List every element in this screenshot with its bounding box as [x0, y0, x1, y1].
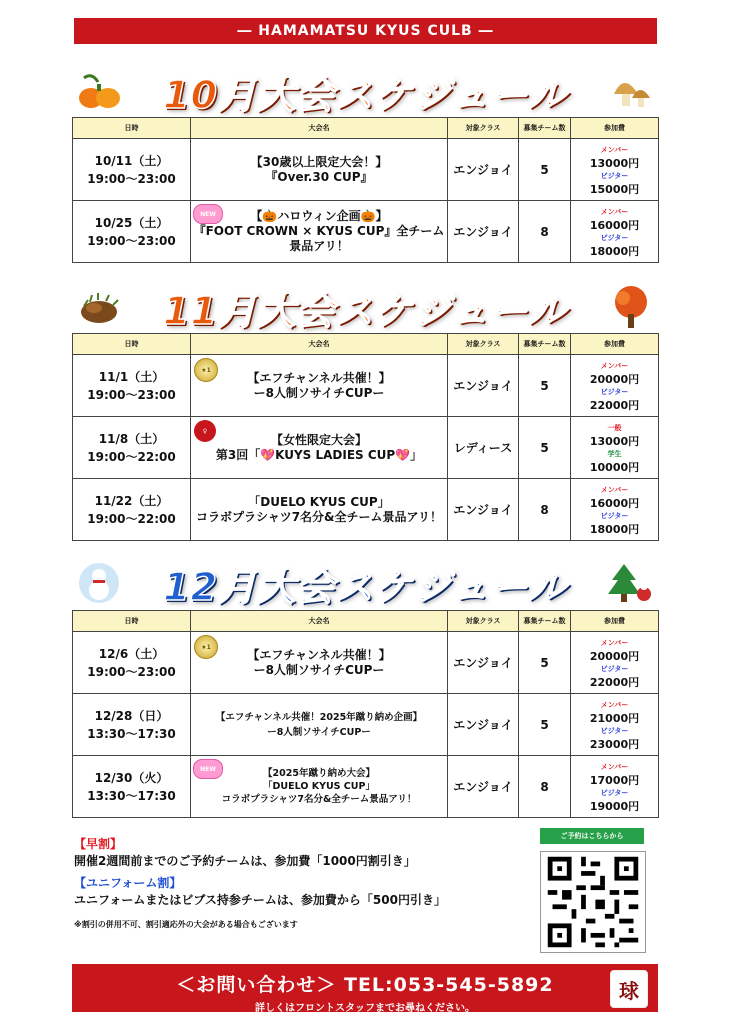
event-teams: 5 — [519, 417, 571, 479]
table-row — [73, 694, 659, 756]
fee-value: 23000円 — [589, 737, 640, 751]
col-header-class: 対象クラス — [448, 118, 519, 139]
table-row — [73, 632, 659, 694]
fee-value: 10000円 — [589, 460, 640, 474]
fee-value: 13000円 — [589, 434, 640, 448]
event-class: エンジョイ — [448, 479, 519, 541]
event-date: 11/22（土） — [94, 493, 169, 508]
event-date: 12/6（土） — [98, 646, 165, 661]
col-header-class: 対象クラス — [448, 611, 519, 632]
event-name-line: ー8人制ソサイチCUPー — [253, 662, 385, 677]
reserve-label: ご予約はこちらから — [540, 828, 644, 844]
event-time: 13:30～17:30 — [87, 726, 176, 741]
event-name-line: 【エフチャンネル共催！2025年蹴り納め企画】 — [215, 711, 423, 723]
event-time: 19:00～23:00 — [87, 387, 176, 402]
event-teams: 5 — [519, 355, 571, 417]
early-discount-text: 開催2週間前までのご予約チームは、参加費「1000円割引き」 — [74, 854, 416, 868]
event-name-line: ー8人制ソサイチCUPー — [267, 726, 371, 738]
month-title-december — [70, 556, 660, 610]
table-row — [73, 355, 659, 417]
event-name-line: 【エフチャンネル共催！】 — [247, 647, 391, 662]
medal-badge-icon: ★1 — [194, 635, 218, 659]
event-class: エンジョイ — [448, 139, 519, 201]
fee-label: メンバー — [600, 145, 629, 154]
footer-banner — [72, 964, 658, 1012]
fee-value: 18000円 — [589, 522, 640, 536]
event-time: 19:00～23:00 — [87, 664, 176, 679]
event-teams: 5 — [519, 139, 571, 201]
event-class: エンジョイ — [448, 694, 519, 756]
event-name-line: 『FOOT CROWN × KYUS CUP』全チーム景品アリ！ — [193, 224, 445, 253]
new-badge-icon: NEW — [193, 204, 223, 224]
fee-value: 22000円 — [589, 398, 640, 412]
early-discount-title: 【早割】 — [74, 837, 123, 851]
fee-value: 18000円 — [589, 244, 640, 258]
fee-value: 20000円 — [589, 372, 640, 386]
month-title-text: 12月大会スケジュール — [163, 564, 567, 609]
fee-value: 22000円 — [589, 675, 640, 689]
contact-subtext: 詳しくはフロントスタッフまでお尋ねください。 — [255, 1003, 475, 1014]
fee-label: メンバー — [600, 762, 629, 771]
event-class: エンジョイ — [448, 632, 519, 694]
mushroom-icon — [608, 68, 654, 114]
event-name-line: 【30歳以上限定大会！】 — [250, 154, 388, 169]
event-name-line: 【2025年蹴り納め大会】 — [263, 768, 375, 779]
fee-value: 13000円 — [589, 156, 640, 170]
event-date: 12/28（日） — [94, 708, 169, 723]
fee-label: ビジター — [600, 511, 629, 520]
event-class: エンジョイ — [448, 201, 519, 263]
fee-value: 15000円 — [589, 182, 640, 196]
col-header-fee: 参加費 — [571, 611, 659, 632]
event-date: 10/11（土） — [94, 153, 169, 168]
table-row — [73, 756, 659, 818]
uniform-discount-title: 【ユニフォーム割】 — [74, 876, 182, 890]
event-teams: 5 — [519, 632, 571, 694]
event-name-line: コラボプラシャツ7名分&全チーム景品アリ！ — [221, 794, 417, 805]
contact-phone: ＜お問い合わせ＞ TEL:053-545-5892 — [176, 974, 554, 996]
col-header-fee: 参加費 — [571, 118, 659, 139]
event-name-line: 第3回「💖KUYS LADIES CUP💖」 — [215, 447, 423, 462]
fee-label: ビジター — [600, 233, 629, 242]
event-name-line: 【🎃ハロウィン企画🎃】 — [250, 209, 388, 223]
fee-label: ビジター — [600, 171, 629, 180]
fee-value: 16000円 — [589, 218, 640, 232]
christmas-tree-icon — [608, 560, 654, 606]
event-date: 10/25（土） — [94, 215, 169, 230]
event-time: 19:00～23:00 — [87, 233, 176, 248]
event-name-line: 「DUELO KYUS CUP」 — [263, 781, 375, 792]
col-header-teams: 募集チーム数 — [519, 118, 571, 139]
fee-label: ビジター — [600, 788, 629, 797]
event-class: エンジョイ — [448, 355, 519, 417]
table-row — [73, 201, 659, 263]
table-row — [73, 139, 659, 201]
pumpkin-icon — [76, 68, 122, 114]
month-title-october — [70, 64, 660, 118]
schedule-table-december — [72, 610, 659, 818]
col-header-event: 大会名 — [191, 611, 448, 632]
event-class: レディース — [448, 417, 519, 479]
month-title-text: 10月大会スケジュール — [163, 72, 567, 117]
fee-label: メンバー — [600, 485, 629, 494]
fee-value: 19000円 — [589, 799, 640, 813]
table-row — [73, 417, 659, 479]
reservation-qr-code[interactable] — [540, 851, 646, 953]
event-name-line: 【女性限定大会】 — [270, 432, 367, 447]
event-teams: 8 — [519, 479, 571, 541]
medal-badge-icon: ★1 — [194, 358, 218, 382]
table-row — [73, 479, 659, 541]
fee-label: メンバー — [600, 207, 629, 216]
fee-label: ビジター — [600, 726, 629, 735]
col-header-fee: 参加費 — [571, 334, 659, 355]
event-teams: 8 — [519, 201, 571, 263]
event-name-line: 『Over.30 CUP』 — [265, 169, 373, 184]
col-header-class: 対象クラス — [448, 334, 519, 355]
schedule-table-november — [72, 333, 659, 541]
fee-value: 20000円 — [589, 649, 640, 663]
fee-label: メンバー — [600, 361, 629, 370]
col-header-event: 大会名 — [191, 118, 448, 139]
event-name-line: コラボプラシャツ7名分&全チーム景品アリ！ — [195, 509, 443, 524]
uniform-discount-text: ユニフォームまたはビブス持参チームは、参加費から「500円引き」 — [74, 893, 446, 907]
women-badge-icon: ♀ — [194, 420, 216, 442]
event-time: 19:00～22:00 — [87, 511, 176, 526]
qr-code-icon — [541, 852, 645, 952]
event-date: 12/30（火） — [94, 770, 169, 785]
event-name-line: 【エフチャンネル共催！】 — [247, 370, 391, 385]
col-header-event: 大会名 — [191, 334, 448, 355]
new-badge-icon: NEW — [193, 759, 223, 779]
event-name-line: 「DUELO KYUS CUP」 — [248, 494, 390, 509]
discount-notes — [74, 835, 534, 938]
header-banner: ― HAMAMATSU KYUS CULB ― — [74, 18, 657, 44]
month-title-text: 11月大会スケジュール — [163, 288, 567, 333]
fee-label: ビジター — [600, 387, 629, 396]
fee-label: メンバー — [600, 700, 629, 709]
schedule-table-october — [72, 117, 659, 263]
fee-label: 学生 — [607, 449, 622, 458]
event-time: 19:00～22:00 — [87, 449, 176, 464]
fee-label: ビジター — [600, 664, 629, 673]
snowman-icon — [76, 560, 122, 606]
event-time: 13:30～17:30 — [87, 788, 176, 803]
fee-label: メンバー — [600, 638, 629, 647]
col-header-teams: 募集チーム数 — [519, 334, 571, 355]
col-header-teams: 募集チーム数 — [519, 611, 571, 632]
event-teams: 8 — [519, 756, 571, 818]
col-header-date: 日時 — [73, 611, 191, 632]
col-header-date: 日時 — [73, 334, 191, 355]
club-logo-icon: 球 — [610, 970, 648, 1008]
autumn-tree-icon — [608, 284, 654, 330]
event-date: 11/8（土） — [98, 431, 165, 446]
event-teams: 5 — [519, 694, 571, 756]
fee-value: 21000円 — [589, 711, 640, 725]
fee-label: 一般 — [607, 423, 622, 432]
event-date: 11/1（土） — [98, 369, 165, 384]
fee-value: 17000円 — [589, 773, 640, 787]
fee-value: 16000円 — [589, 496, 640, 510]
month-title-november — [70, 280, 660, 334]
event-name-line: ー8人制ソサイチCUPー — [253, 385, 385, 400]
col-header-date: 日時 — [73, 118, 191, 139]
discount-footnote: ※割引の併用不可、割引適応外の大会がある場合もございます — [74, 920, 298, 929]
event-class: エンジョイ — [448, 756, 519, 818]
chestnut-icon — [76, 284, 122, 330]
event-time: 19:00～23:00 — [87, 171, 176, 186]
